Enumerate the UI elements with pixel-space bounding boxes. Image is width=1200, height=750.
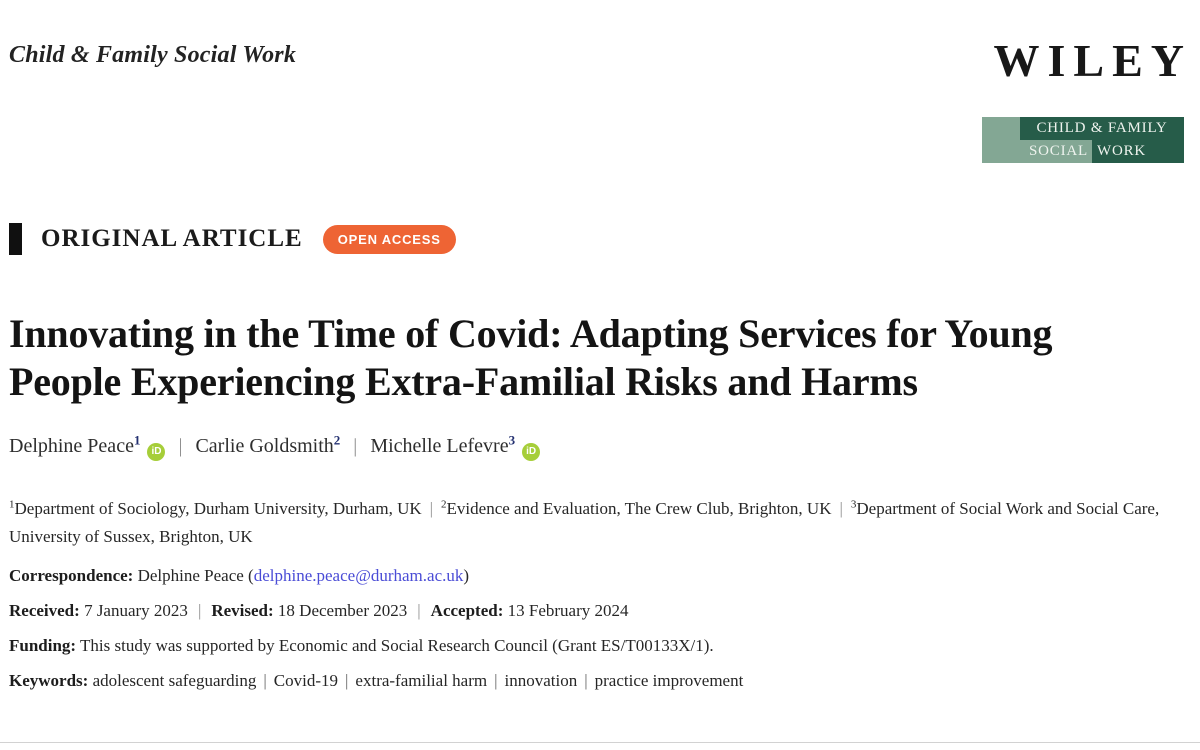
keyword: innovation (504, 671, 578, 691)
affiliation-text: Evidence and Evaluation, The Crew Club, Brighton, UK (446, 499, 832, 519)
author (9, 432, 165, 457)
badge-line2-right: WORK (1092, 140, 1184, 163)
history-value: 18 December 2023 (277, 601, 408, 621)
affiliation-sup: 1 (9, 498, 15, 511)
badge-corner-segment (982, 117, 1020, 140)
orcid-icon[interactable]: iD (147, 443, 165, 461)
history-value: 7 January 2023 (84, 601, 188, 621)
article-type-row (9, 223, 1184, 255)
badge-row-top (982, 117, 1184, 140)
funding-text: This study was supported by Economic and Social Research Council (Grant ES/T00133X/1). (80, 636, 714, 656)
article-type-marker-bar (9, 223, 22, 255)
article-title: Innovating in the Time of Covid: Adapting Services for Young People Experiencing Extra-Familial Risks and Harms (9, 311, 1053, 404)
author-affiliation-sup: 3 (508, 432, 516, 447)
open-access-badge: OPEN ACCESS (323, 225, 456, 254)
badge-row-bottom (982, 140, 1184, 163)
history-separator: | (197, 601, 202, 621)
journal-cover-badge[interactable] (982, 117, 1184, 163)
keywords-list (93, 671, 744, 690)
history-item (9, 601, 188, 620)
correspondence-line (9, 566, 1184, 586)
badge-line2-left: SOCIAL (982, 140, 1092, 163)
keyword-separator: | (584, 671, 588, 691)
keyword: Covid-19 (273, 671, 339, 691)
author (195, 432, 341, 457)
history-label: Accepted: (430, 601, 504, 621)
bottom-divider (0, 742, 1200, 743)
author-name: Michelle Lefevre (370, 434, 509, 457)
author-affiliation-sup: 1 (133, 432, 141, 447)
history-separator: | (417, 601, 421, 621)
funding-label: Funding: (9, 636, 77, 656)
affiliation (441, 499, 831, 518)
affiliation-sup: 3 (850, 498, 857, 511)
keywords-line (9, 671, 1184, 691)
author-name: Carlie Goldsmith (195, 434, 334, 457)
affiliation-text: Department of Sociology, Durham University, Durham, UK (14, 499, 422, 519)
correspondence-email-wrap (248, 566, 469, 585)
keyword-separator: | (345, 671, 349, 691)
wiley-logo[interactable]: WILEY (993, 35, 1192, 86)
keyword-separator: | (494, 671, 498, 691)
keyword-separator: | (263, 671, 267, 691)
affiliation-separator: | (839, 499, 843, 519)
publisher-brand-block (982, 35, 1192, 163)
journal-name: Child & Family Social Work (9, 42, 297, 68)
page-header (9, 35, 1192, 163)
history-label: Revised: (211, 601, 274, 621)
author-affiliation-sup: 2 (333, 432, 341, 447)
history-line (9, 601, 1184, 621)
author (370, 432, 540, 457)
article-type-label: ORIGINAL ARTICLE (41, 225, 303, 252)
keywords-label: Keywords: (9, 671, 89, 691)
orcid-icon[interactable]: iD (522, 443, 540, 461)
author-separator: | (353, 434, 358, 457)
author-name: Delphine Peace (9, 434, 134, 457)
keyword: practice improvement (594, 671, 744, 691)
keyword: adolescent safeguarding (92, 671, 257, 691)
badge-line1: CHILD & FAMILY (1020, 117, 1184, 140)
affiliation-text: Department of Social Work and Social Care, University of Sussex, Brighton, UK (9, 499, 1160, 547)
history-label: Received: (9, 601, 80, 621)
affiliation-separator: | (429, 499, 434, 519)
history-item (211, 601, 407, 620)
history-value: 13 February 2024 (507, 601, 629, 621)
authors-line (9, 432, 1184, 461)
history-item (431, 601, 629, 620)
correspondence-email-link[interactable]: delphine.peace@durham.ac.uk (253, 566, 464, 586)
keyword: extra-familial harm (355, 671, 488, 691)
funding-line (9, 636, 1184, 656)
correspondence-label: Correspondence: (9, 566, 134, 586)
author-separator: | (178, 434, 183, 457)
correspondence-name: Delphine Peace (137, 566, 244, 586)
affiliations (9, 491, 1181, 552)
affiliation-sup: 2 (441, 498, 447, 511)
affiliation (9, 499, 422, 518)
